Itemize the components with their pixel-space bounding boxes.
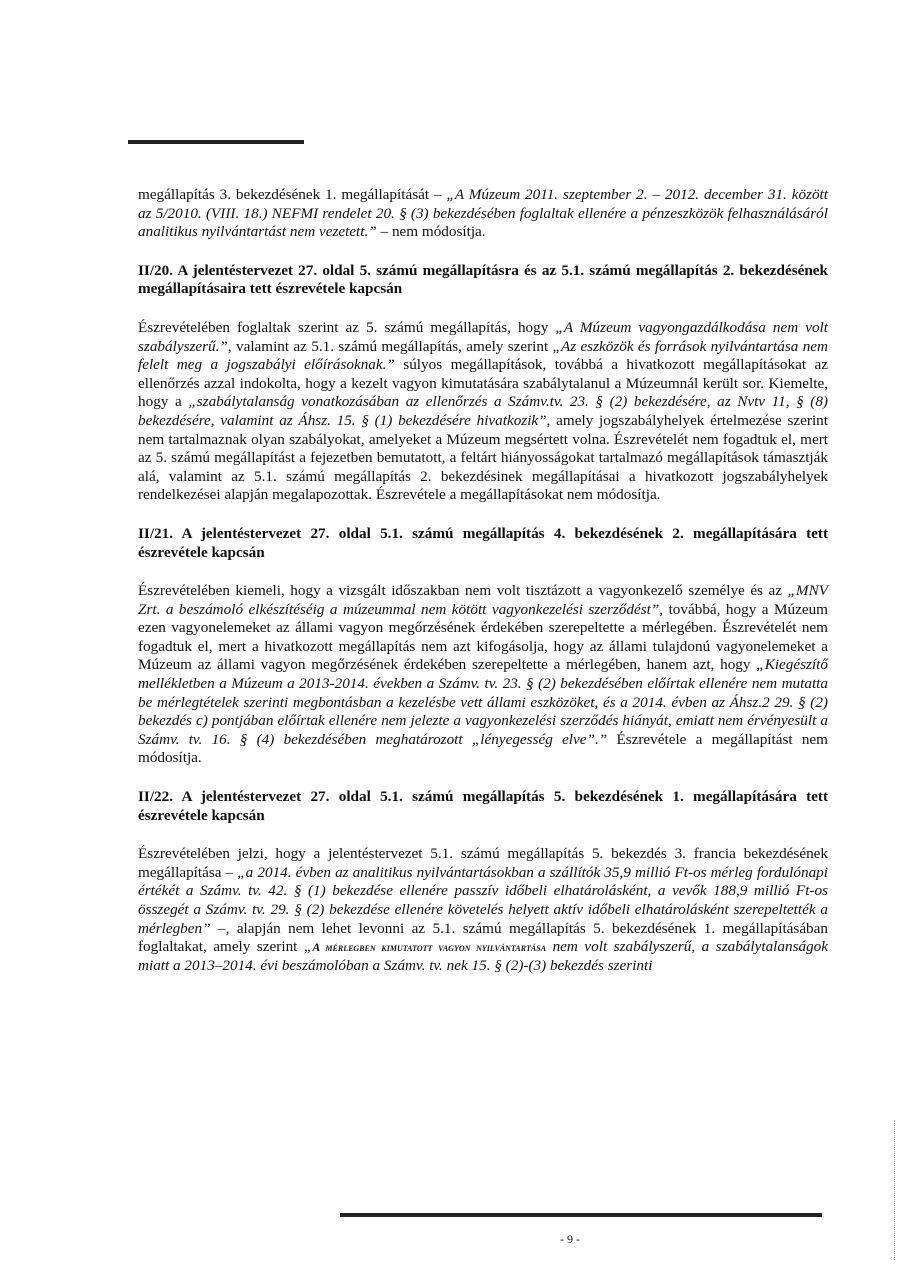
text-run: , amely jogszabályhelyek értelmezése szerint nem tartalmaznak olyan szabályokat, amelyeket a Múzeum megsértett volna. Észrevételét nem fogadtuk el, mert az 5. számú megállapítást a fejezetben bemutatott, a feltárt hiányosságokat tartalmazó megállapítások támasztják alá, valamint az 5.1. számú megállapítás 2. bekezdésinek megállapításai a hivatkozott jogszabályhelyek rendelkezései alapján megalapozottak. Észrevétele a megállapításokat nem módosítja. <box>138 411 828 504</box>
section-paragraph-ii-22 <box>138 845 828 975</box>
quote-run: „Az eszközök és források nyilvántartása nem felelt meg a jogszabályi előírásoknak.” <box>138 337 828 374</box>
intro-text: megállapítás 3. bekezdésének 1. megállapítását – <box>138 186 447 203</box>
intro-paragraph <box>138 186 828 242</box>
section-paragraph-ii-21 <box>138 582 828 768</box>
small-caps-run: A mérlegben kimutatott vagyon nyilvántartása <box>312 940 547 955</box>
quote-run: „a 2014. évben az analitikus nyilvántartásokban a szállítók 35,9 millió Ft-os mérleg fordulónapi értékét a Számv. tv. 42. § (1) bekezdése ellenére passzív időbeli elhatárolásként, a vevők 188,9 millió Ft-os összegét a Számv. tv. 29. § (2) bekezdése ellenére követelés helyett aktív időbeli elhatárolásként szerepeltették a mérlegben” <box>138 863 828 937</box>
text-run: , továbbá, hogy a Múzeum ezen vagyonelemeket az állami vagyon megőrzésének érdekében szerepeltette a mérlegében. Észrevételét nem fogadtuk el, mert a hivatkozott megállapítás nem azt kifogásolja, hogy az állami tulajdonú vagyonelemeket a Múzeum az állami vagyon megőrzésének érdekében szerepeltette a mérlegében, hanem azt, hogy <box>138 600 828 674</box>
intro-text-end: – nem módosítja. <box>376 223 486 241</box>
quote-run: „szabálytalanság vonatkozásában az ellenőrzés a Számv.tv. 23. § (2) bekezdésére, az Nvtv 11, § (8) bekezdésére, valamint az Áhsz. 15. § (1) bekezdésére hivatkozik” <box>138 393 828 429</box>
section-paragraph-ii-20 <box>138 319 828 505</box>
bottom-rule <box>340 1213 822 1217</box>
page-number: - 9 - <box>560 1232 580 1246</box>
text-run: Észrevételében jelzi, hogy a jelentéstervezet 5.1. számú megállapítás 5. bekezdés 3. francia bekezdésének megállapítása – <box>138 845 828 881</box>
section-heading-ii-21: II/21. A jelentéstervezet 27. oldal 5.1. számú megállapítás 4. bekezdésének 2. megállapítására tett észrevétele kapcsán <box>138 524 828 561</box>
section-heading-ii-20: II/20. A jelentéstervezet 27. oldal 5. számú megállapításra és az 5.1. számú megállapítás 2. bekezdésének megállapításaira tett észrevétele kapcsán <box>138 261 828 298</box>
text-run: , valamint az 5.1. számú megállapítás, amely szerint <box>227 337 553 355</box>
text-run: Észrevételében foglaltak szerint az 5. számú megállapítás, hogy <box>138 318 556 336</box>
text-run: Észrevételében kiemeli, hogy a vizsgált időszakban nem volt tisztázott a vagyonkezelő személye és az <box>138 582 788 600</box>
quote-run: „A Múzeum vagyongazdálkodása nem volt szabályszerű.” <box>138 318 828 355</box>
document-body <box>138 186 828 995</box>
text-run: súlyos megállapítások, továbbá a hivatkozott megállapításokat az ellenőrzés azzal indokolta, hogy a kezelt vagyon kimutatására szabálytalanul a Múzeumnál került sor. Kiemelte, hogy a <box>138 356 828 411</box>
text-run: Észrevétele a megállapítást nem módosítja. <box>138 730 828 767</box>
quote-run: „ <box>303 938 313 956</box>
quote-run: „Kiegészítő mellékletben a Múzeum a 2013-2014. években a Számv. tv. 23. § (2) bekezdésében előírtak ellenére nem mutatta be mérlegtételek szerinti megbontásban a kezelésbe vett állami eszközöket, és a 2014. évben az Áhsz.2 29. § (2) bekezdés c) pontjában előírtak ellenére nem jelezte a vagyonkezelési szerződés hiányát, emiatt nem érvényesült a Számv. tv. 16. § (4) bekezdésében meghatározott „lényegesség elve”.” <box>138 656 828 748</box>
text-run: –, alapján nem lehet levonni az 5.1. számú megállapítás 5. bekezdésének 1. megállapításában foglaltakat, amely szerint <box>138 919 828 956</box>
scan-edge-marks <box>893 1120 895 1260</box>
quote-run: „MNV Zrt. a beszámoló elkészítéséig a múzeummal nem kötött vagyonkezelési szerződést” <box>138 582 828 618</box>
top-rule <box>128 140 304 144</box>
intro-quote: „A Múzeum 2011. szeptember 2. – 2012. december 31. között az 5/2010. (VIII. 18.) NEFMI rendelet 20. § (3) bekezdésében foglaltak ellenére a pénzeszközök felhasználásáról analitikus nyilvántartást nem vezetett.” <box>138 186 828 241</box>
section-heading-ii-22: II/22. A jelentéstervezet 27. oldal 5.1. számú megállapítás 5. bekezdésének 1. megállapítására tett észrevétele kapcsán <box>138 788 828 824</box>
quote-run: nem volt szabályszerű, a szabálytalanságok miatt a 2013–2014. évi beszámolóban a Számv. tv. nek 15. § (2)-(3) bekezdés szerinti <box>138 938 828 974</box>
